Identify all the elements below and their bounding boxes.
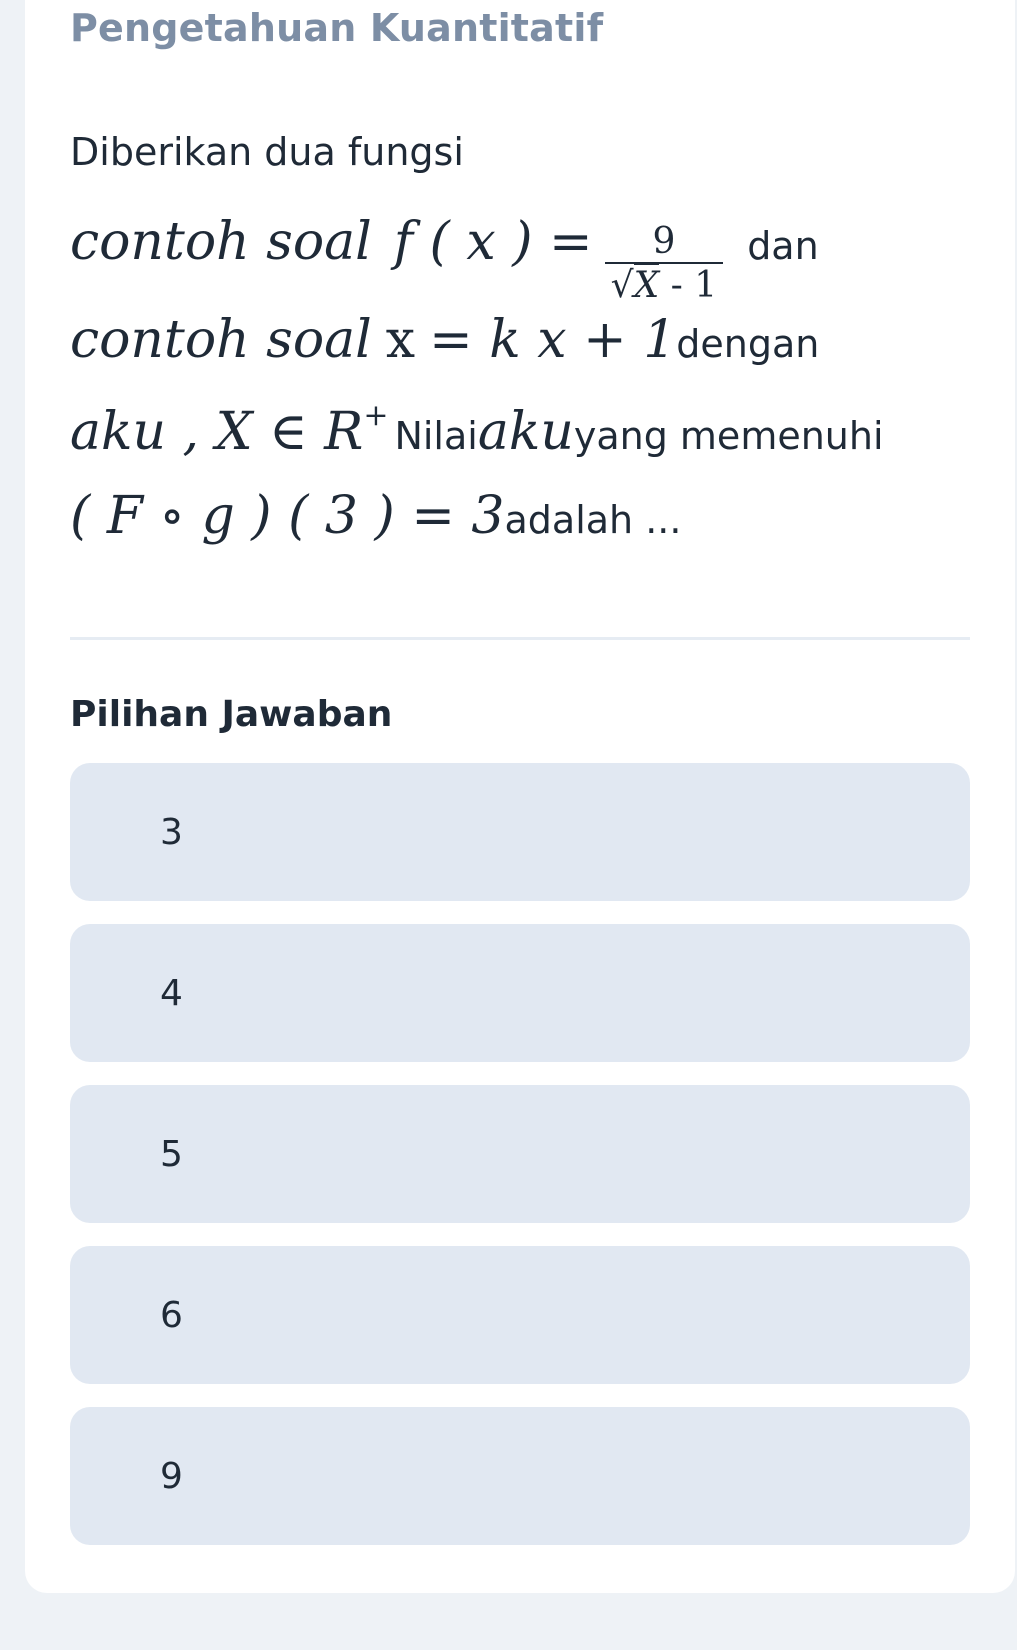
answer-option-label: 3 [160, 811, 183, 853]
question-card [25, 0, 1015, 1593]
fraction-denominator [605, 262, 724, 306]
question-line-2-suffix: dengan [676, 322, 820, 366]
question-line-3-word2: yang memenuhi [573, 414, 884, 458]
question-line-1-suffix: dan [747, 224, 819, 268]
section-title: Pengetahuan Kuantitatif [70, 6, 604, 50]
denominator-rest: - 1 [659, 265, 718, 306]
fraction [605, 222, 724, 306]
fraction-numerator: 9 [652, 221, 676, 262]
question-line-3 [70, 398, 884, 462]
question-line-1-prefix: contoh soal [70, 212, 372, 272]
answer-option-5[interactable] [70, 1407, 970, 1545]
domain-expression: aku , X ∈ R [70, 402, 364, 462]
question-line-1 [70, 212, 819, 312]
variable-x: x [385, 310, 416, 370]
answer-option-label: 6 [160, 1294, 183, 1336]
variable-aku: aku [477, 402, 574, 462]
divider [70, 637, 970, 640]
answer-option-label: 9 [160, 1455, 183, 1497]
answer-option-2[interactable] [70, 924, 970, 1062]
answer-option-4[interactable] [70, 1246, 970, 1384]
composition-expression: ( F ∘ g ) ( 3 ) = 3 [70, 486, 505, 546]
radicand: X [633, 265, 660, 306]
answer-option-label: 5 [160, 1133, 183, 1175]
question-line-2-prefix: contoh soal [70, 310, 372, 370]
question-line-2 [70, 310, 819, 370]
radical-sign: √ [610, 265, 634, 306]
answer-option-1[interactable] [70, 763, 970, 901]
question-line-4 [70, 486, 681, 546]
answers-title: Pilihan Jawaban [70, 694, 393, 735]
answer-option-label: 4 [160, 972, 183, 1014]
question-line-4-suffix: adalah ... [504, 498, 682, 542]
function-f-expression: f ( x ) = [393, 212, 593, 272]
superscript-plus: + [363, 398, 389, 433]
question-intro: Diberikan dua fungsi [70, 130, 464, 174]
answer-option-3[interactable] [70, 1085, 970, 1223]
question-line-3-word1: Nilai [394, 414, 478, 458]
function-g-expression: = k x + 1 [429, 310, 677, 370]
